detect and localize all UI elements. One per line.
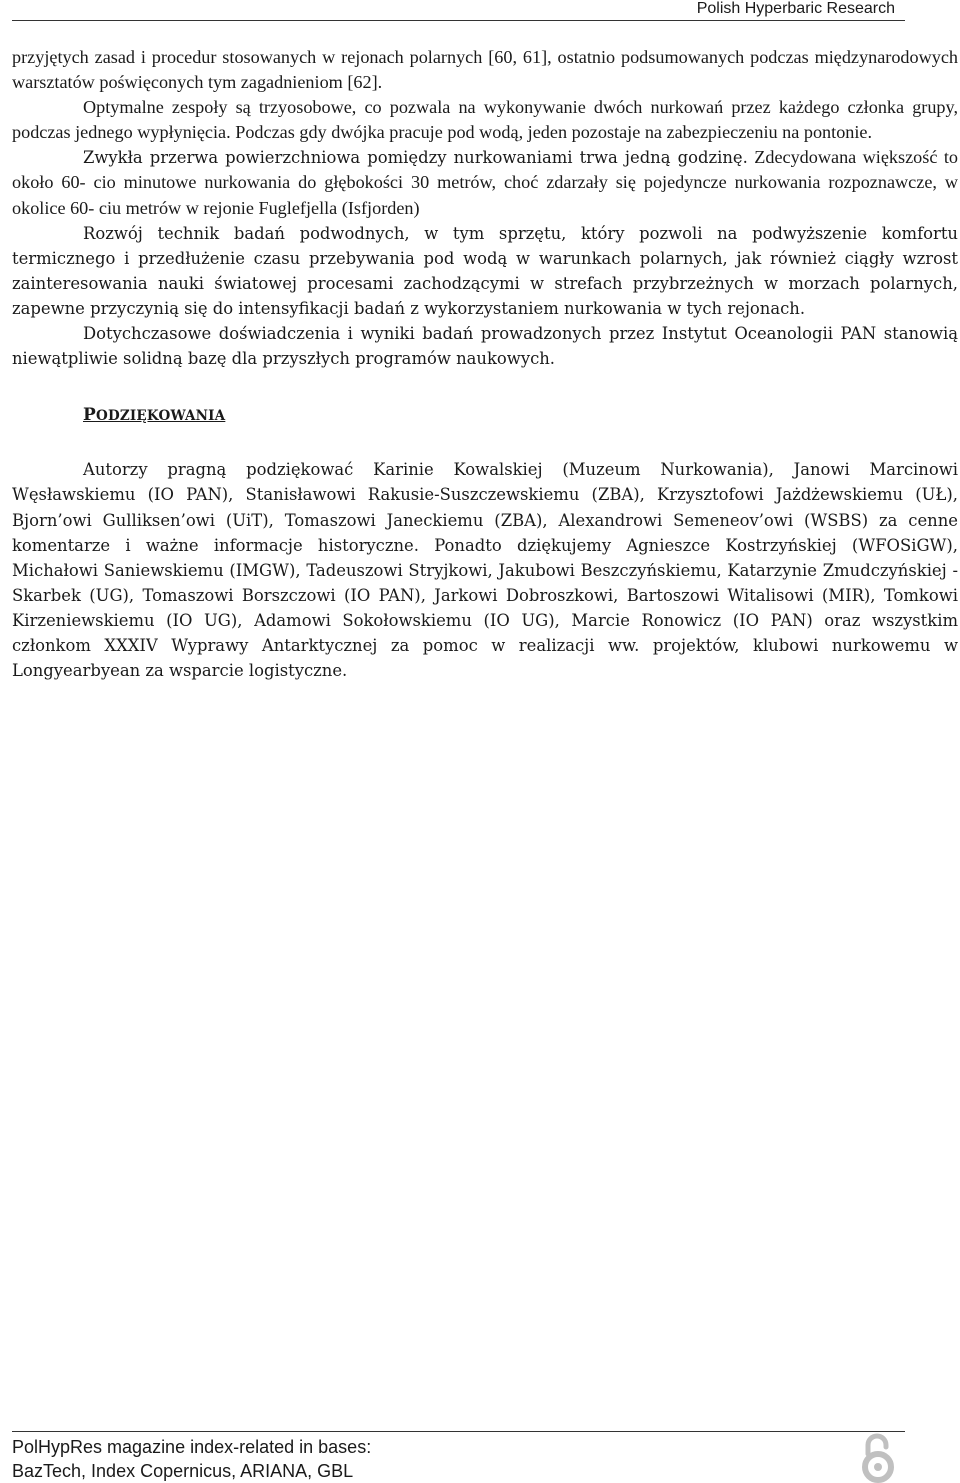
body-paragraph-2: Optymalne zespoły są trzyosobowe, co pozwala na wykonywanie dwóch nurkowań przez każdego członka grupy, podczas jednego wypłynięcia. Podczas gdy dwójka pracuje pod wodą, jeden pozostaje na zabezpieczeniu na pontonie. [12,97,958,143]
journal-header-title: Polish Hyperbaric Research [696,0,895,17]
footer-divider [12,1431,905,1432]
acknowledgements-heading-rest: ODZIĘKOWANIA [95,408,226,425]
body-paragraph-5: Dotychczasowe doświadczenia i wyniki badań prowadzonych przez Instytut Oceanologii PAN stanowią niewątpliwie solidną bazę dla przyszłych programów naukowych. [12,324,958,369]
open-access-icon [858,1431,898,1483]
footer-databases-line: BazTech, Index Copernicus, ARIANA, GBL [12,1461,354,1481]
acknowledgements-heading-initial: P [83,405,96,426]
body-paragraph-1: przyjętych zasad i procedur stosowanych w rejonach polarnych [60, 61], ostatnio podsumowanych podczas międzynarodowych warsztatów poświęconych tym zagadnieniom [62]. [12,47,958,93]
footer-indexing-line: PolHypRes magazine index-related in bases: [12,1437,372,1457]
header-divider [12,20,905,21]
footer [12,1435,371,1483]
body-paragraph-3-rest: Zdecydowana większość to około 60- cio minutowe nurkowania do głębokości 30 metrów, choć zdarzały się pojedyncze nurkowania rozpoznawcze, w okolice 60- ciu metrów w rejonie Fuglefjella (Isfjorden) [12,147,958,218]
body-paragraph-3 [12,145,958,220]
body-paragraph-4: Rozwój technik badań podwodnych, w tym sprzętu, który pozwoli na podwyższenie komfortu termicznego i przedłużenie czasu przebywania pod wodą w warunkach polarnych, jak również ciągły wzrost zainteresowania nauki światowej procesami zachodzącymi w strefach przybrzeżnych w morzach polarnych, zapewne przyczynią się do intensyfikacji badań z wykorzystaniem nurkowania w tych rejonach. [12,223,958,318]
article-body [12,45,958,683]
body-paragraph-3-first-sentence: Zwykła przerwa powierzchniowa pomiędzy nurkowaniami trwa jedną godzinę. [83,148,748,168]
acknowledgements-heading [83,403,958,429]
acknowledgements-text: Autorzy pragną podziękować Karinie Kowalskiej (Muzeum Nurkowania), Janowi Marcinowi Węsławskiemu (IO PAN), Stanisławowi Rakusie-Suszczewskiemu (ZBA), Krzysztofowi Jażdżewskiemu (UŁ), Bjorn’owi Gulliksen’owi (UiT), Tomaszowi Janeckiemu (ZBA), Alexandrowi Semeneov’owi (WSBS) za cenne komentarze i ważne informacje historyczne. Ponadto dziękujemy Agnieszce Kostrzyńskiej (WFOSiGW), Michałowi Saniewskiemu (IMGW), Tadeuszowi Stryjkowi, Jakubowi Beszczyńskiemu, Katarzynie Zmudczyńskiej - Skarbek (UG), Tomaszowi Borszczowi (IO PAN), Jarkowi Dobroszkowi, Bartoszowi Witalisowi (MIR), Tomkowi Kirzeniewskiemu (IO UG), Adamowi Sokołowskiemu (IO UG), Marcie Ronowicz (IO PAN) oraz wszystkim członkom XXXIV Wyprawy Antarktycznej za pomoc w realizacji ww. projektów, klubowi nurkowemu w Longyearbyean za wsparcie logistyczne. [12,460,958,681]
